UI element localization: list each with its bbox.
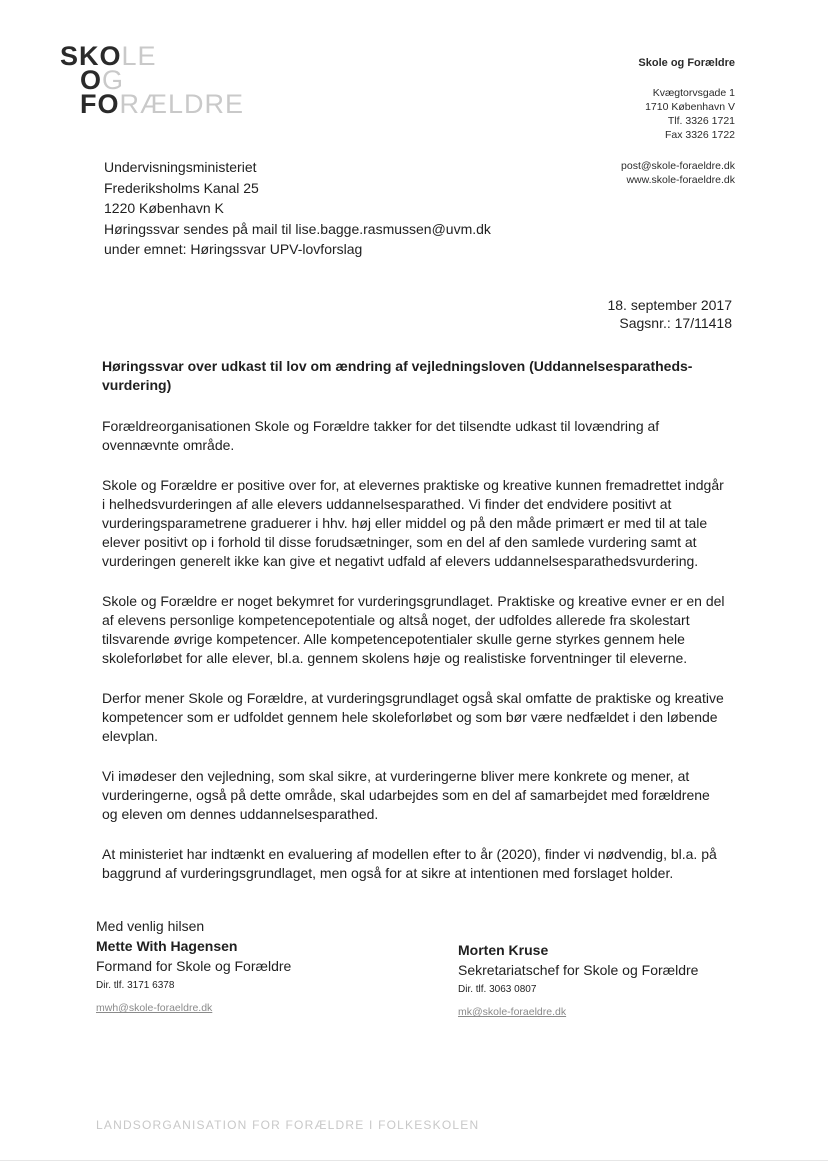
signature-left <box>96 916 291 1018</box>
recipient-line: Undervisningsministeriet <box>104 159 257 175</box>
sender-city: 1710 København V <box>645 101 735 113</box>
signer-title: Sekretariatschef for Skole og Forældre <box>458 962 699 978</box>
signer-email-link[interactable]: mk@skole-foraeldre.dk <box>458 1006 567 1018</box>
closing-greeting: Med venlig hilsen <box>96 918 205 934</box>
body-paragraph: Forældreorganisationen Skole og Forældre takker for det tilsendte udkast til lovændring af ovennævnte område. <box>102 418 660 453</box>
signer-email-link[interactable]: mwh@skole-foraeldre.dk <box>96 1002 213 1014</box>
sender-street: Kvægtorvsgade 1 <box>652 87 735 99</box>
logo-line-1: SKOLE <box>60 41 157 71</box>
logo-line-2: OG <box>80 65 125 95</box>
skole-og-foraeldre-logo <box>60 41 245 119</box>
signer-name: Mette With Hagensen <box>96 938 238 954</box>
page-edge-divider <box>0 1160 828 1161</box>
recipient-line: Høringssvar sendes på mail til lise.bagge.rasmussen@uvm.dk <box>104 220 491 237</box>
case-number: Sagsnr.: 17/11418 <box>619 315 732 331</box>
body-paragraph: At ministeriet har indtænkt en evaluering af modellen efter to år (2020), finder vi nødvendig, bl.a. på baggrund af vurderingsgrundlaget, men også for at sikre at intentionen med forslaget holder. <box>102 846 717 881</box>
recipient-address-block <box>104 157 491 260</box>
body-paragraph: Derfor mener Skole og Forældre, at vurderingsgrundlaget også skal omfatte de praktiske og kreative kompetencer som er udfoldet gennem hele skoleforløbet og som bør være nedfældet i den løbende elevplan. <box>102 690 724 744</box>
sender-org-name: Skole og Forældre <box>638 57 735 69</box>
recipient-line: Frederiksholms Kanal 25 <box>104 179 259 196</box>
recipient-line: 1220 København K <box>104 200 224 216</box>
sender-address-block <box>621 56 735 187</box>
signer-phone: Dir. tlf. 3063 0807 <box>458 984 537 995</box>
signer-phone: Dir. tlf. 3171 6378 <box>96 980 175 991</box>
body-paragraph: Vi imødeser den vejledning, som skal sikre, at vurderingerne bliver mere konkrete og mener, at vurderingerne, også på dette område, skal udarbejdes som en del af samarbejdet med forældrene og eleven om dennes uddannelsesparathed. <box>102 768 710 822</box>
footer-tagline: LANDSORGANISATION FOR FORÆLDRE I FOLKESKOLEN <box>96 1118 480 1132</box>
signature-right <box>458 940 698 1022</box>
logo-line-3: FORÆLDRE <box>80 89 245 119</box>
signer-name: Morten Kruse <box>458 942 549 958</box>
letter-date: 18. september 2017 <box>607 297 732 313</box>
date-block <box>607 296 732 332</box>
sender-email: post@skole-foraeldre.dk <box>621 160 735 172</box>
letter-body <box>102 357 728 904</box>
letter-subject: Høringssvar over udkast til lov om ændring af vejledningsloven (Uddannelsesparatheds-vurdering) <box>102 358 693 393</box>
sender-fax: Fax 3326 1722 <box>664 129 735 141</box>
sender-phone: Tlf. 3326 1721 <box>667 115 735 127</box>
signer-title: Formand for Skole og Forældre <box>96 958 292 974</box>
sender-web: www.skole-foraeldre.dk <box>626 174 735 186</box>
body-paragraph: Skole og Forældre er positive over for, at elevernes praktiske og kreative kunnen fremadrettet indgår i helhedsvurderingen af alle elevers uddannelsesparathed. Vi finder det endvidere positivt at vurderingsparametrene graduerer i hhv. høj eller middel og på den måde primært er med til at tale elever positivt op i forhold til disse forudsætninger, som en del af den samlede vurdering samt at vurderingen generelt ikke kan give et negativt udfald af elevers uddannelsesparathedsvurdering. <box>102 477 724 569</box>
recipient-line: under emnet: Høringssvar UPV-lovforslag <box>104 241 363 257</box>
body-paragraph: Skole og Forældre er noget bekymret for vurderingsgrundlaget. Praktiske og kreative evner er en del af elevens personlige kompetencepotentiale og altså noget, der udfoldes allerede fra skolestart tilsvarende øvrige kompetencer. Alle kompetencepotentialer skulle gerne styrkes gennem hele skoleforløbet for alle elever, bl.a. gennem skolens høje og realistiske forventninger til eleverne. <box>102 593 725 666</box>
